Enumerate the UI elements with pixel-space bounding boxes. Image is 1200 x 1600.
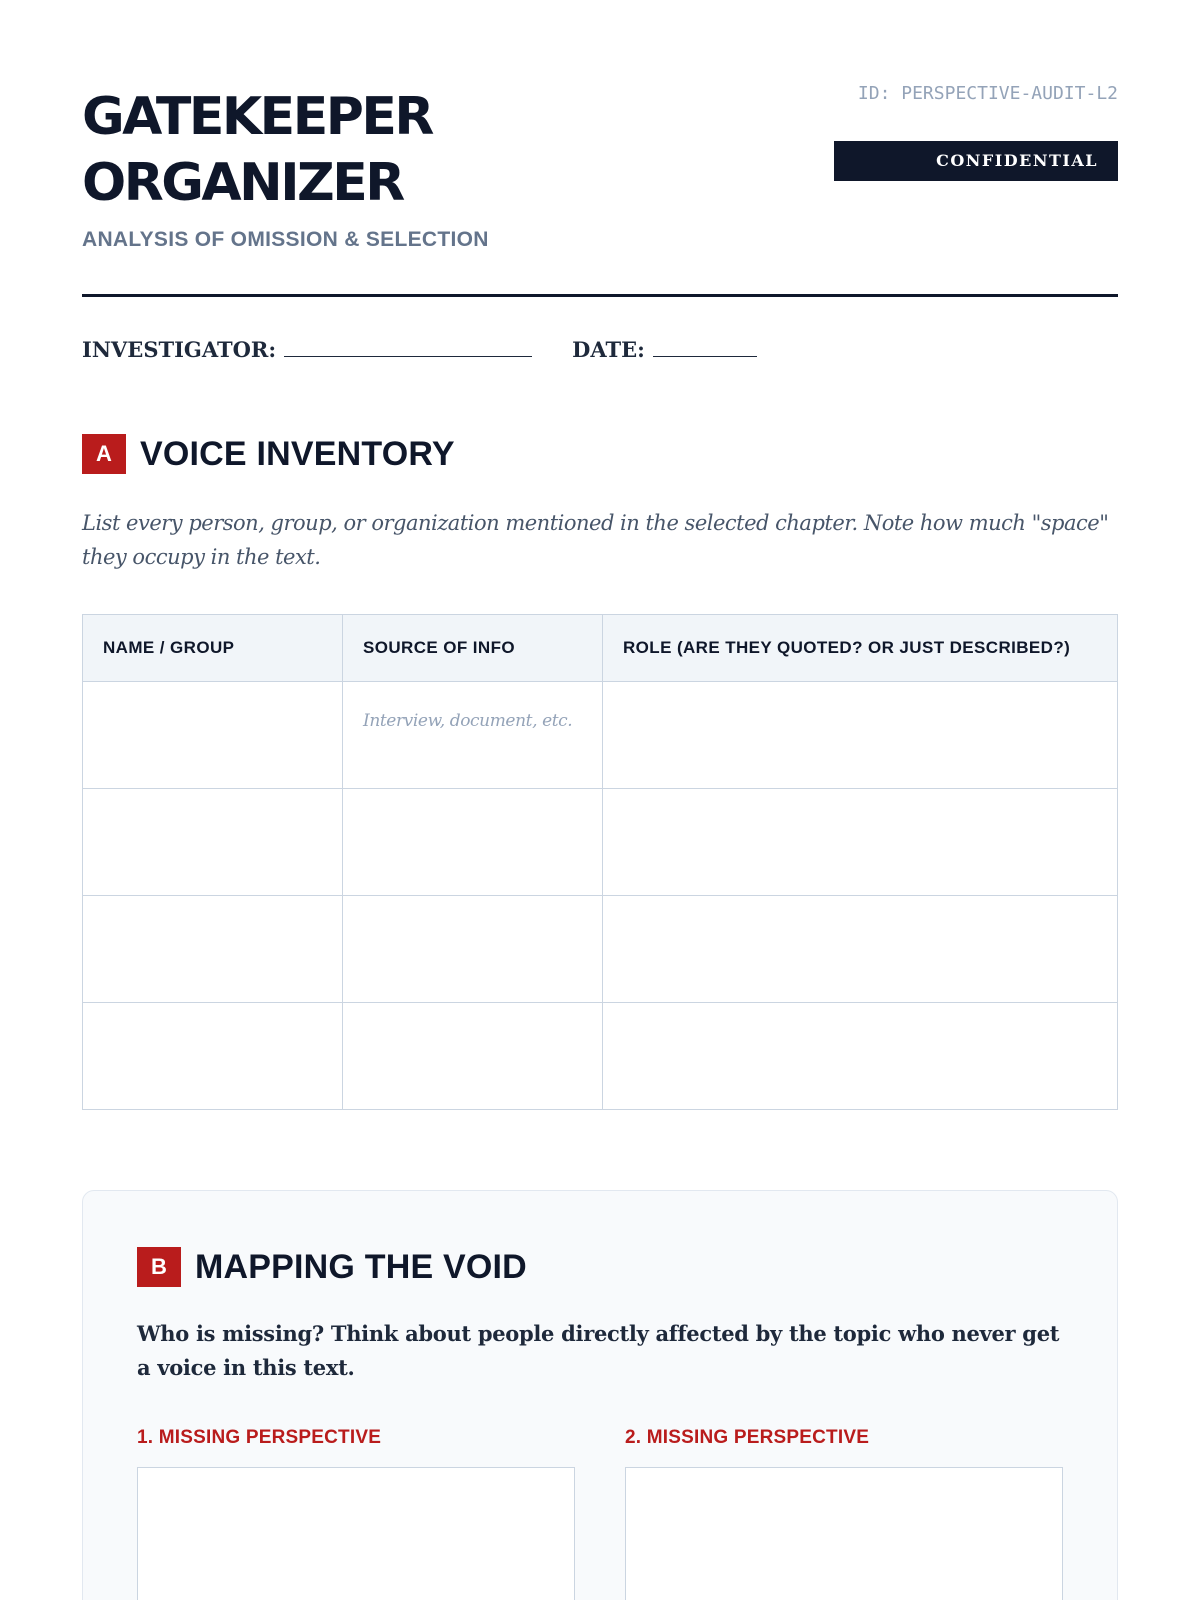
title-line-1: GATEKEEPER	[82, 87, 432, 147]
investigator-label: INVESTIGATOR:	[82, 337, 277, 362]
section-a-title: VOICE INVENTORY	[140, 434, 455, 473]
page-title	[82, 80, 602, 216]
date-blank[interactable]	[653, 339, 757, 357]
section-b-prompt: Who is missing? Think about people directly affected by the topic who never get a voice in this text.	[137, 1321, 1060, 1380]
cell-source[interactable]	[343, 789, 603, 896]
section-mapping-the-void	[82, 1190, 1118, 1600]
column-header-name: NAME / GROUP	[83, 615, 343, 682]
table-row	[83, 896, 1118, 1003]
document-id: ID: PERSPECTIVE-AUDIT-L2	[857, 83, 1118, 104]
missing-perspectives-grid	[137, 1427, 1063, 1600]
cell-name[interactable]	[83, 1003, 343, 1110]
cell-role[interactable]	[603, 682, 1118, 789]
cell-name[interactable]	[83, 896, 343, 1003]
missing-perspective-input[interactable]	[137, 1467, 575, 1600]
page-subtitle: ANALYSIS OF OMISSION & SELECTION	[82, 228, 489, 251]
column-header-source: SOURCE OF INFO	[343, 615, 603, 682]
cell-role[interactable]	[603, 789, 1118, 896]
date-field	[572, 337, 757, 362]
missing-perspective-2	[625, 1427, 1063, 1600]
section-a-letter-badge: A	[82, 434, 126, 474]
table-row	[83, 1003, 1118, 1110]
table-row	[83, 789, 1118, 896]
cell-source[interactable]	[343, 682, 603, 789]
section-voice-inventory	[82, 434, 1118, 1110]
cell-name[interactable]	[83, 682, 343, 789]
section-b-title: MAPPING THE VOID	[195, 1247, 527, 1286]
section-a-heading	[82, 434, 1118, 474]
missing-perspective-input[interactable]	[625, 1467, 1063, 1600]
title-line-2: ORGANIZER	[82, 153, 403, 213]
cell-source[interactable]	[343, 1003, 603, 1110]
source-hint: Interview, document, etc.	[363, 711, 573, 731]
section-b-heading	[137, 1247, 1063, 1287]
voice-inventory-table	[82, 614, 1118, 1110]
missing-perspective-label: 1. MISSING PERSPECTIVE	[137, 1427, 382, 1448]
cell-name[interactable]	[83, 789, 343, 896]
cell-source[interactable]	[343, 896, 603, 1003]
column-header-role: ROLE (ARE THEY QUOTED? OR JUST DESCRIBED?)	[603, 615, 1118, 682]
header-divider	[82, 294, 1118, 297]
missing-perspective-label: 2. MISSING PERSPECTIVE	[625, 1427, 870, 1448]
date-label: DATE:	[572, 337, 645, 362]
confidential-badge: CONFIDENTIAL	[834, 141, 1118, 181]
missing-perspective-1	[137, 1427, 575, 1600]
investigator-field	[82, 337, 532, 362]
table-header-row	[83, 615, 1118, 682]
meta-fields	[82, 337, 1118, 362]
table-row	[83, 682, 1118, 789]
header	[82, 80, 1118, 294]
cell-role[interactable]	[603, 1003, 1118, 1110]
section-a-instructions: List every person, group, or organization mentioned in the selected chapter. Note how much "space" they occupy in the text.	[82, 511, 1109, 569]
investigator-blank[interactable]	[284, 339, 532, 357]
cell-role[interactable]	[603, 896, 1118, 1003]
section-b-letter-badge: B	[137, 1247, 181, 1287]
